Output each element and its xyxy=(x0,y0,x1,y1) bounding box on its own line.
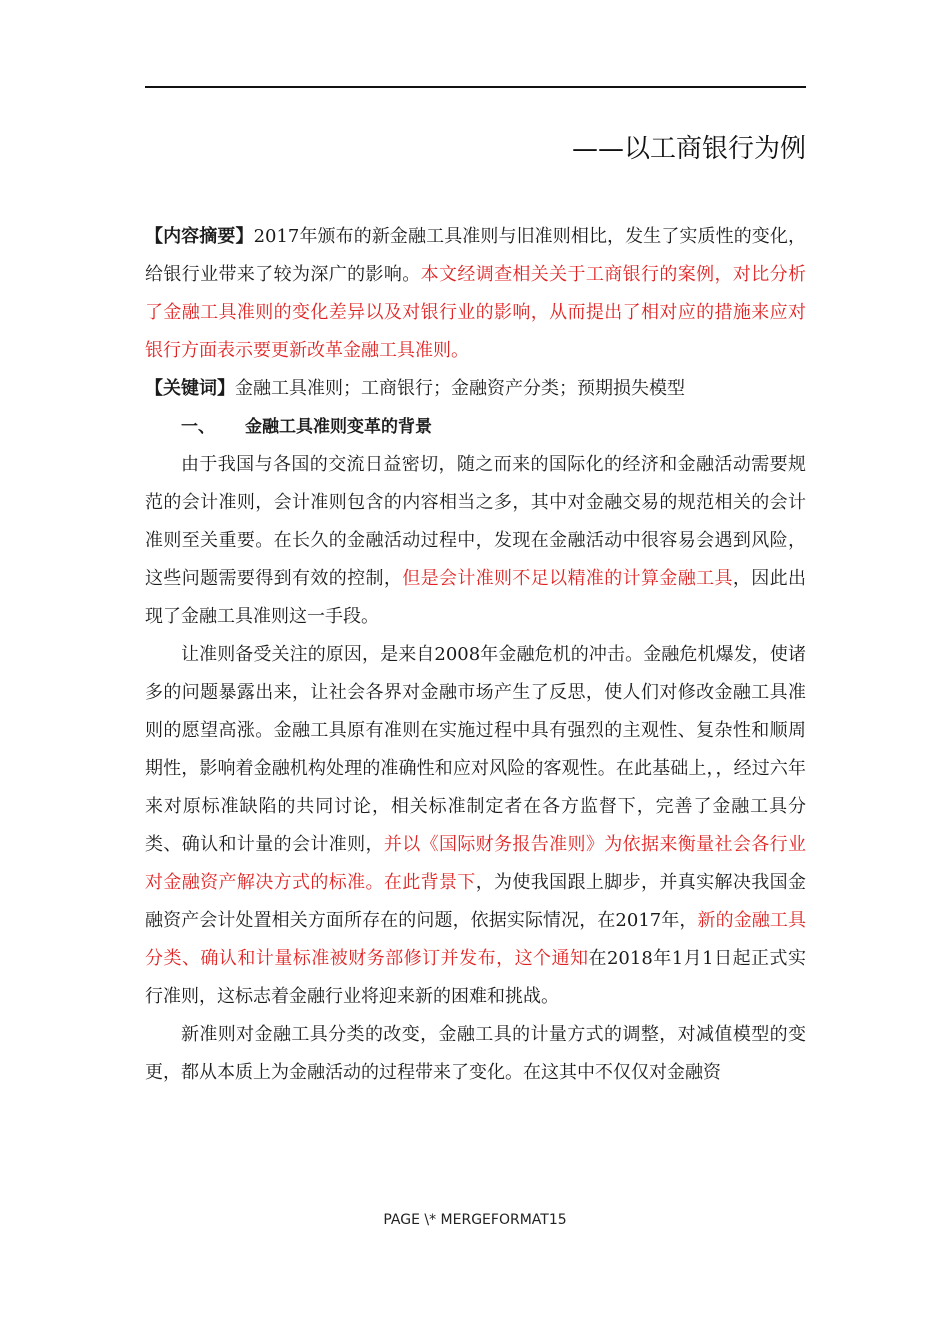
body-paragraph-1 xyxy=(145,446,806,636)
section-title: 金融工具准则变革的背景 xyxy=(245,417,432,437)
page-footer: PAGE \* MERGEFORMAT15 xyxy=(383,1212,567,1228)
para2-text-2: ，为使我国跟上脚步，并真实解决我国金融资产会计处置相关方面所存在的问题，依据实际情况，在2017年， xyxy=(145,872,807,931)
document-subtitle: ——以工商银行为例 xyxy=(571,134,806,164)
abstract-highlight: 本文经调查相关关于工商银行的案例，对比分析了金融工具准则的变化差异以及对银行业的影响，从而提出了相对应的措施来应对银行方面表示要更新改革金融工具准则。 xyxy=(145,264,807,361)
para2-text-3: 在2018年1月1日起正式实行准则，这标志着金融行业将迎来新的困难和挑战。 xyxy=(145,948,807,1007)
section-heading xyxy=(145,408,806,446)
section-number: 一、 xyxy=(181,417,215,437)
para1-highlight: 但是会计准则不足以精准的计算金融工具 xyxy=(402,568,733,589)
para1-text-2: ，因此出现了金融工具准则这一手段。 xyxy=(145,568,807,627)
body-paragraph-2 xyxy=(145,636,806,1016)
para1-text-1: 由于我国与各国的交流日益密切，随之而来的国际化的经济和金融活动需要规范的会计准则，会计准则包含的内容相当之多，其中对金融交易的规范相关的会计准则至关重要。在长久的金融活动过程中，发现在金融活动中很容易会遇到风险，这些问题需要得到有效的控制， xyxy=(145,454,806,589)
keywords-label: 【关键词】 xyxy=(145,378,235,399)
abstract-label: 【内容摘要】 xyxy=(145,226,254,247)
keywords-text: 金融工具准则；工商银行；金融资产分类；预期损失模型 xyxy=(235,378,685,399)
abstract-text: 2017年颁布的新金融工具准则与旧准则相比，发生了实质性的变化，给银行业带来了较为深广的影响。 xyxy=(145,226,806,285)
body-paragraph-3 xyxy=(145,1016,806,1092)
header-rule xyxy=(145,86,806,88)
para3-text-1: 新准则对金融工具分类的改变，金融工具的计量方式的调整，对减值模型的变更，都从本质上为金融活动的过程带来了变化。在这其中不仅仅对金融资 xyxy=(145,1024,806,1083)
para2-highlight-1: 并以《国际财务报告准则》为依据来衡量社会各行业对金融资产解决方式的标准。在此背景下 xyxy=(145,834,806,893)
keywords-paragraph xyxy=(145,370,806,408)
abstract-paragraph xyxy=(145,218,806,370)
document-body xyxy=(145,218,806,1092)
para2-highlight-2: 新的金融工具分类、确认和计量标准被财务部修订并发布，这个通知 xyxy=(145,910,806,969)
para2-text-1: 让准则备受关注的原因，是来自2008年金融危机的冲击。金融危机爆发，使诸多的问题暴露出来，让社会各界对金融市场产生了反思，使人们对修改金融工具准则的愿望高涨。金融工具原有准则在实施过程中具有强烈的主观性、复杂性和顺周期性，影响着金融机构处理的准确性和应对风险的客观性。在此基础上，，经过六年来对原标准缺陷的共同讨论，相关标准制定者在各方监督下，完善了金融工具分类、确认和计量的会计准则， xyxy=(145,644,806,855)
